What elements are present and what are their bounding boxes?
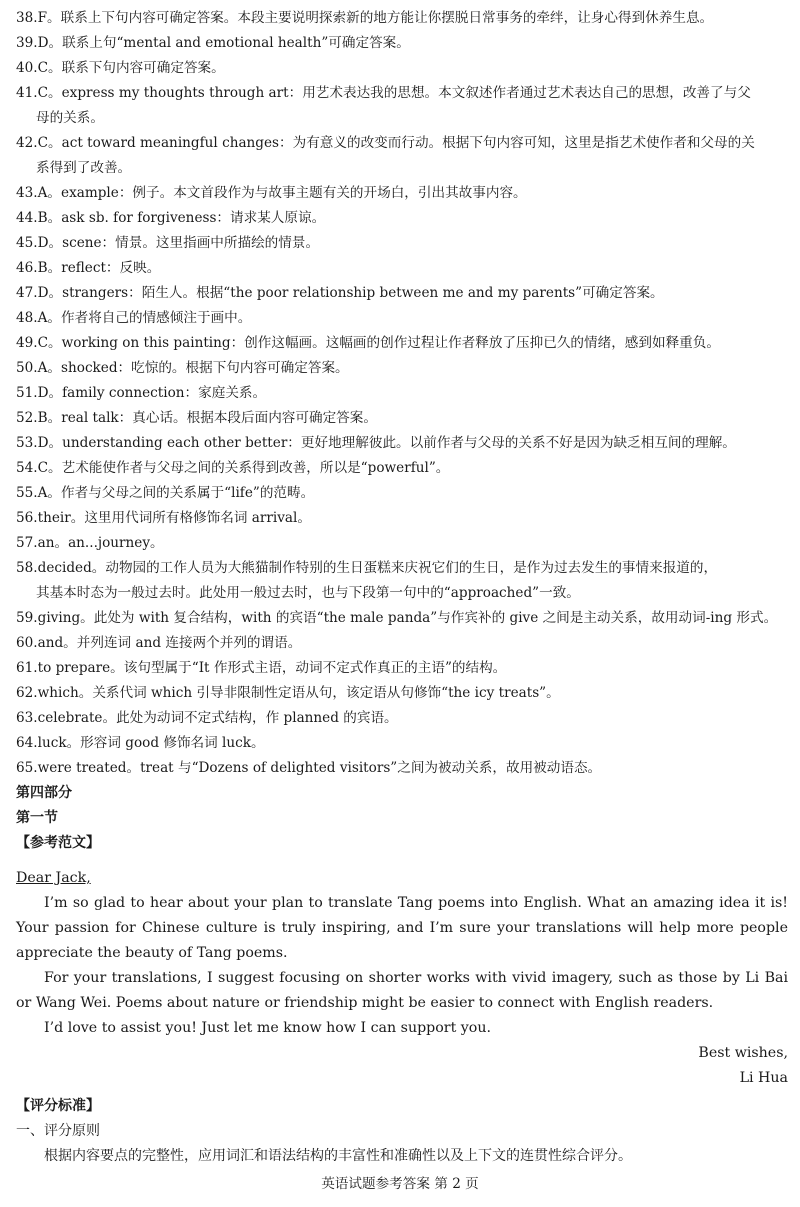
- answer-61: 61.to prepare。该句型属于“It 作形式主语，动词不定式作真正的主语”的结构。: [16, 660, 507, 676]
- answer-39: 39.D。联系上句“mental and emotional health”可确定答案。: [16, 35, 410, 51]
- answer-51: 51.D。family connection：家庭关系。: [16, 385, 267, 401]
- answer-57: 57.an。an...journey。: [16, 535, 164, 551]
- answer-54: 54.C。艺术能使作者与父母之间的关系得到改善，所以是“powerful”。: [16, 460, 450, 476]
- answer-47: 47.D。strangers：陌生人。根据“the poor relationship between me and my parents”可确定答案。: [16, 285, 664, 301]
- answer-55: 55.A。作者与父母之间的关系属于“life”的范畴。: [16, 485, 315, 501]
- letter-greeting: Dear Jack,: [16, 870, 91, 886]
- scoring-criteria-label: 【评分标准】: [16, 1098, 100, 1114]
- answer-59: 59.giving。此处为 with 复合结构，with 的宾语“the male panda”与作宾补的 give 之间是主动关系，故用动词-ing 形式。: [16, 610, 778, 626]
- answer-62: 62.which。关系代词 which 引导非限制性定语从句，该定语从句修饰“the icy treats”。: [16, 685, 560, 701]
- answer-42: [16, 131, 788, 181]
- answer-42-line2: 系得到了改善。: [36, 160, 132, 176]
- answer-41-line1: 41.C。express my thoughts through art：用艺术表达我的思想。本文叙述作者通过艺术表达自己的思想，改善了与父: [16, 85, 751, 101]
- answer-63: 63.celebrate。此处为动词不定式结构，作 planned 的宾语。: [16, 710, 398, 726]
- answer-46: 46.B。reflect：反映。: [16, 260, 161, 276]
- letter-signature: Li Hua: [739, 1070, 788, 1086]
- answer-list: [16, 6, 788, 856]
- answer-43: 43.A。example：例子。本文首段作为与故事主题有关的开场白，引出其故事内容。: [16, 185, 527, 201]
- answer-50: 50.A。shocked：吃惊的。根据下句内容可确定答案。: [16, 360, 349, 376]
- answer-49: 49.C。working on this painting：创作这幅画。这幅画的创作过程让作者释放了压抑已久的情绪，感到如释重负。: [16, 335, 720, 351]
- answer-41: [16, 81, 788, 131]
- scoring-principle-title: 一、评分原则: [16, 1123, 100, 1139]
- answer-41-line2: 母的关系。: [36, 110, 104, 126]
- sample-letter: [16, 866, 788, 1091]
- answer-65: 65.were treated。treat 与“Dozens of delighted visitors”之间为被动关系，故用被动语态。: [16, 760, 602, 776]
- answer-60: 60.and。并列连词 and 连接两个并列的谓语。: [16, 635, 302, 651]
- letter-paragraph-3: I’d love to assist you! Just let me know how I can support you.: [44, 1020, 491, 1036]
- answer-52: 52.B。real talk：真心话。根据本段后面内容可确定答案。: [16, 410, 377, 426]
- letter-closing: Best wishes,: [698, 1045, 788, 1061]
- answer-42-line1: 42.C。act toward meaningful changes：为有意义的改变而行动。根据下句内容可知，这里是指艺术使作者和父母的关: [16, 135, 755, 151]
- answer-58-line2: 其基本时态为一般过去时。此处用一般过去时，也与下段第一句中的“approached”一致。: [36, 585, 580, 601]
- answer-56: 56.their。这里用代词所有格修饰名词 arrival。: [16, 510, 311, 526]
- sample-essay-label: 【参考范文】: [16, 835, 100, 851]
- answer-44: 44.B。ask sb. for forgiveness：请求某人原谅。: [16, 210, 326, 226]
- scoring-principle-text: 根据内容要点的完整性，应用词汇和语法结构的丰富性和准确性以及上下文的连贯性综合评分。: [44, 1148, 632, 1164]
- page-footer: 英语试题参考答案 第 2 页: [321, 1176, 479, 1192]
- letter-paragraph-2: For your translations, I suggest focusing on shorter works with vivid imagery, such as those by Li Bai or Wang Wei. Poems about nature or friendship might be easier to connect with English readers.: [16, 970, 788, 1011]
- answer-40: 40.C。联系下句内容可确定答案。: [16, 60, 225, 76]
- answer-64: 64.luck。形容词 good 修饰名词 luck。: [16, 735, 265, 751]
- section-part-four: 第四部分: [16, 785, 72, 801]
- answer-58-line1: 58.decided。动物园的工作人员为大熊猫制作特别的生日蛋糕来庆祝它们的生日，是作为过去发生的事情来报道的，: [16, 560, 718, 576]
- section-one: 第一节: [16, 810, 58, 826]
- answer-53: 53.D。understanding each other better：更好地理解彼此。以前作者与父母的关系不好是因为缺乏相互间的理解。: [16, 435, 736, 451]
- answer-58: [16, 556, 788, 606]
- scoring-criteria: [16, 1094, 788, 1169]
- answer-48: 48.A。作者将自己的情感倾注于画中。: [16, 310, 252, 326]
- letter-paragraph-1: I’m so glad to hear about your plan to translate Tang poems into English. What an amazing idea it is! Your passion for Chinese culture is truly inspiring, and I’m sure your translations will help more people appreciate the beauty of Tang poems.: [16, 895, 788, 961]
- answer-38: 38.F。联系上下句内容可确定答案。本段主要说明探索新的地方能让你摆脱日常事务的牵绊，让身心得到休养生息。: [16, 10, 714, 26]
- answer-45: 45.D。scene：情景。这里指画中所描绘的情景。: [16, 235, 320, 251]
